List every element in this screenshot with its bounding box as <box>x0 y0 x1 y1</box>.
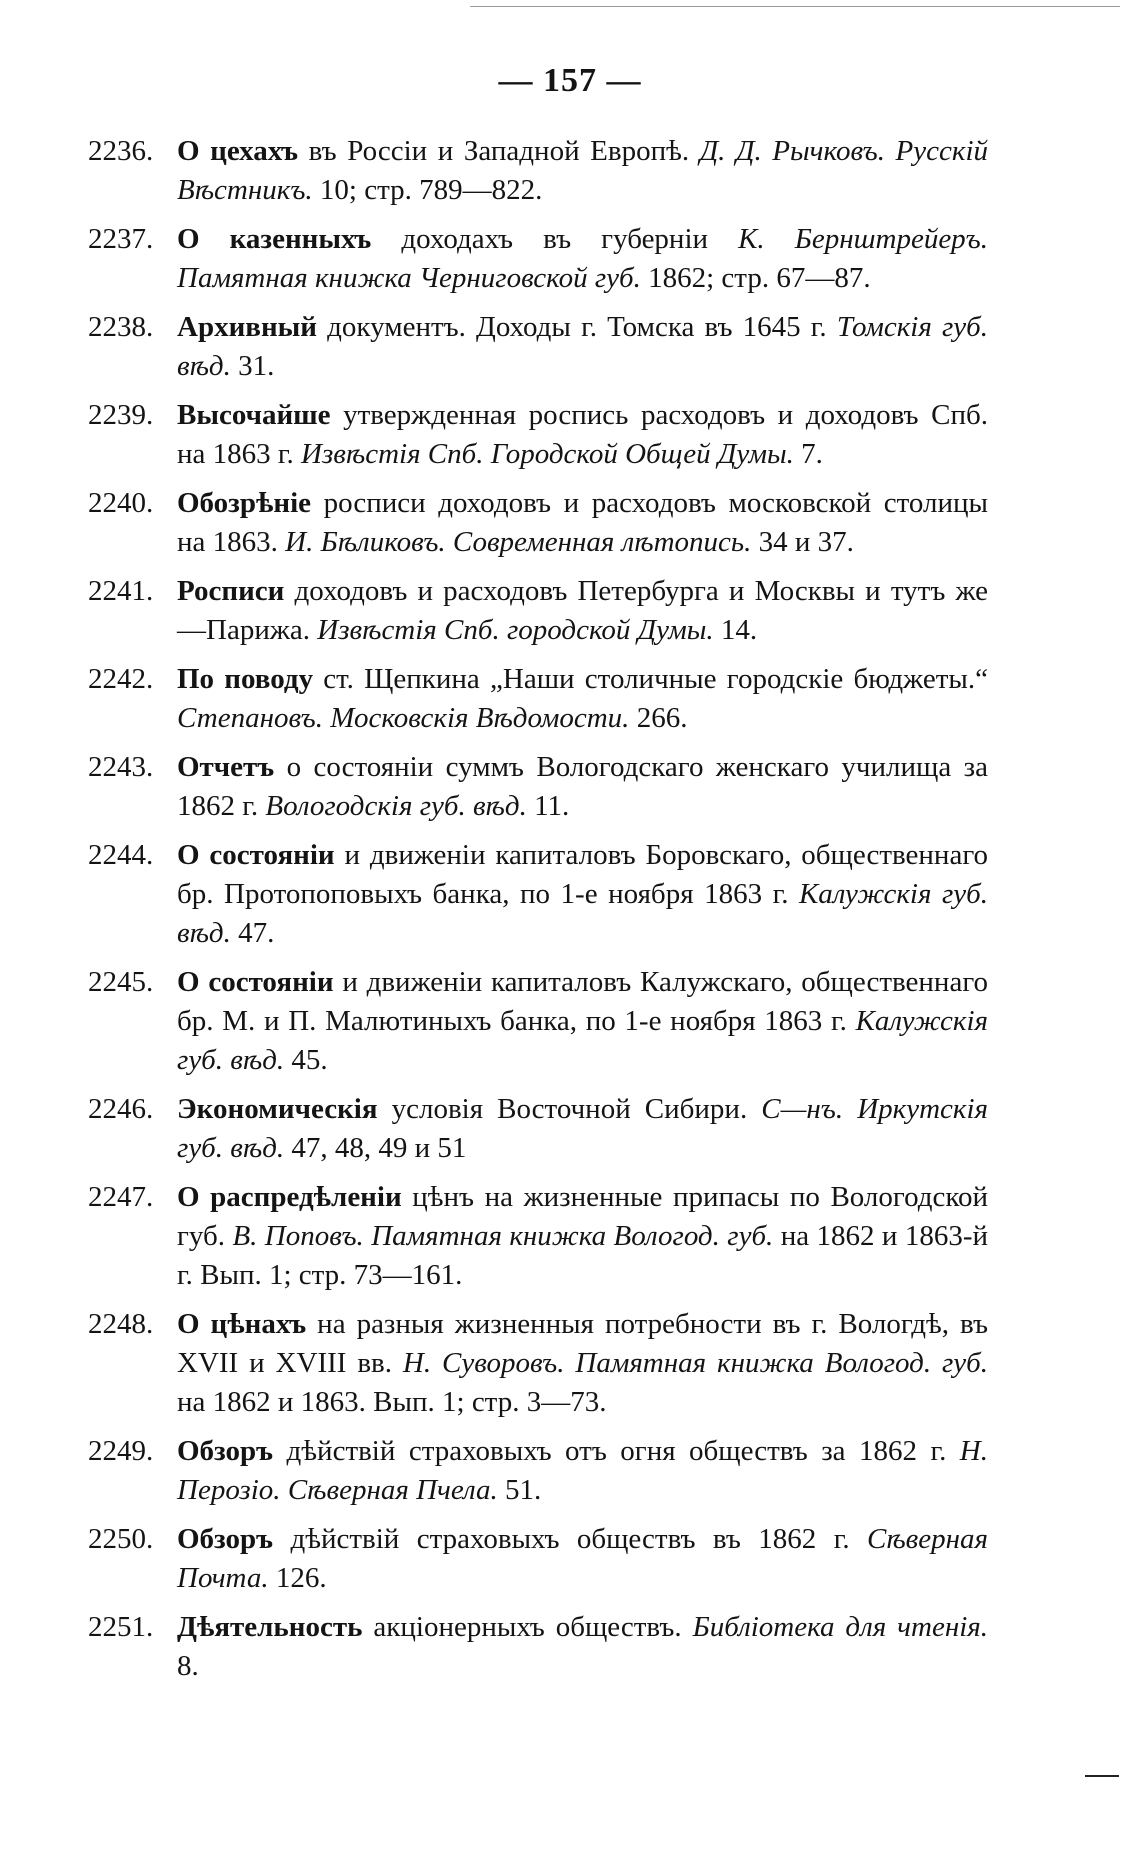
bibliography-entry <box>88 836 988 953</box>
entry-heading: Обозрѣніе <box>177 487 311 519</box>
entry-heading: Высочайше <box>177 399 331 431</box>
entry-source: Сѣверная Почта. <box>177 1523 988 1594</box>
entry-issue: 34 и 37. <box>751 526 854 558</box>
top-rule <box>470 6 1120 7</box>
entry-issue: на 1862 и 1863. Вып. 1; стр. 3—73. <box>177 1386 607 1418</box>
entry-source: Калужскія губ. вѣд. <box>177 878 988 949</box>
entry-text: доходахъ въ губерніи <box>371 223 739 255</box>
entry-source: Извѣстія Спб. Городской Общей Думы. <box>301 438 794 470</box>
bibliography-entry <box>88 1178 988 1295</box>
entry-issue: 14. <box>713 614 758 646</box>
entry-source: Библіотека для чтенія. <box>692 1611 988 1643</box>
entry-number: 2249. <box>88 1435 154 1467</box>
entry-text: акціонерныхъ обществъ. <box>362 1611 693 1643</box>
entry-issue: 10; стр. 789—822. <box>312 174 543 206</box>
entry-number: 2246. <box>88 1093 154 1125</box>
entry-source: Московскія Вѣдомости. <box>330 702 630 734</box>
entry-number: 2251. <box>88 1611 154 1643</box>
entry-heading: Отчетъ <box>177 751 275 783</box>
entry-heading: Обзоръ <box>177 1523 274 1555</box>
entry-separator <box>843 1093 857 1125</box>
entry-author: И. Бѣликовъ. <box>285 526 446 558</box>
bibliography-entry <box>88 1432 988 1510</box>
entry-number: 2241. <box>88 575 154 607</box>
entry-number: 2238. <box>88 311 154 343</box>
entry-number: 2247. <box>88 1181 154 1213</box>
entry-issue: 1862; стр. 67—87. <box>640 262 871 294</box>
entry-source: Иркутскія губ. вѣд. <box>177 1093 988 1164</box>
entry-number: 2240. <box>88 487 154 519</box>
entry-text: дѣйствій страховыхъ отъ огня обществъ за 1862 г. <box>273 1435 960 1467</box>
entry-source: Извѣстія Спб. городской Думы. <box>317 614 714 646</box>
entry-issue: 31. <box>230 350 275 382</box>
entry-source: Памятная книжка Вологод. губ. <box>371 1220 774 1252</box>
entry-text: росписи доходовъ и расходовъ московской столицы на 1863. <box>177 487 988 558</box>
entry-author: Н. Перозіо. <box>177 1435 988 1506</box>
entry-heading: О распредѣленіи <box>177 1181 402 1213</box>
entry-author: Н. Суворовъ. <box>402 1347 565 1379</box>
entry-heading: Росписи <box>177 575 285 607</box>
entry-text: утвержденная роспись расходовъ и доходовъ Спб. на 1863 г. <box>177 399 988 470</box>
bibliography-entry <box>88 748 988 826</box>
entry-text: доходовъ и расходовъ Петербурга и Москвы и тутъ же—Парижа. <box>177 575 988 646</box>
entry-separator <box>885 135 896 167</box>
bibliography-entry <box>88 308 988 386</box>
bibliography-entry <box>88 963 988 1080</box>
entry-number: 2244. <box>88 839 154 871</box>
entry-heading: Экономическія <box>177 1093 378 1125</box>
entry-text: документъ. Доходы г. Томска въ 1645 г. <box>317 311 837 343</box>
entry-author: Степановъ. <box>177 702 323 734</box>
bibliography-list <box>88 132 988 1696</box>
bibliography-entry <box>88 1608 988 1686</box>
entry-author: К. Бернштрейеръ. <box>738 223 988 255</box>
entry-text: дѣйствій страховыхъ обществъ въ 1862 г. <box>273 1523 867 1555</box>
bibliography-entry <box>88 396 988 474</box>
entry-separator <box>564 1347 575 1379</box>
entry-number: 2242. <box>88 663 154 695</box>
entry-source: Памятная книжка Черниговской губ. <box>177 262 641 294</box>
bibliography-entry <box>88 132 988 210</box>
entry-author: Д. Д. Рычковъ. <box>699 135 885 167</box>
entry-text: на разныя жизненныя потребности въ г. Вологдѣ, въ XVII и XVIII вв. <box>177 1308 988 1379</box>
entry-issue: 266. <box>629 702 688 734</box>
entry-number: 2243. <box>88 751 154 783</box>
entry-heading: О казенныхъ <box>177 223 372 255</box>
entry-source: Памятная книжка Вологод. губ. <box>575 1347 989 1379</box>
entry-issue: 47, 48, 49 и 51 <box>284 1132 467 1164</box>
entry-author: С—нъ. <box>761 1093 844 1125</box>
entry-heading: О цѣнахъ <box>177 1308 307 1340</box>
entry-issue: 11. <box>526 790 570 822</box>
entry-source: Вологодскія губ. вѣд. <box>265 790 527 822</box>
entry-text: въ Россіи и Западной Европѣ. <box>298 135 700 167</box>
entry-text: и движеніи капиталовъ Калужскаго, общественнаго бр. М. и П. Малютиныхъ банка, по 1-е ноября 1863 г. <box>177 966 988 1037</box>
bibliography-entry <box>88 484 988 562</box>
entry-number: 2250. <box>88 1523 154 1555</box>
entry-text: цѣнъ на жизненные припасы по Вологодской губ. <box>177 1181 989 1252</box>
page-number: — 157 — <box>498 62 642 99</box>
bibliography-entry <box>88 660 988 738</box>
entry-source: Калужскія губ. вѣд. <box>177 1005 988 1076</box>
entry-number: 2248. <box>88 1308 154 1340</box>
entry-source: Современная лѣтопись. <box>452 526 752 558</box>
bibliography-entry <box>88 1305 988 1422</box>
entry-text: ст. Щепкина „Наши столичные городскіе бюджеты.“ <box>313 663 988 695</box>
entry-number: 2239. <box>88 399 154 431</box>
entry-separator <box>281 1474 288 1506</box>
entry-text: и движеніи капиталовъ Боровскаго, общественнаго бр. Протопоповыхъ банка, по 1-е ноября 1863 г. <box>177 839 988 910</box>
entry-separator <box>446 526 453 558</box>
entry-number: 2237. <box>88 223 154 255</box>
entry-number: 2236. <box>88 135 154 167</box>
entry-heading: О состояніи <box>177 966 334 998</box>
bottom-dash <box>1085 1775 1119 1777</box>
entry-issue: 8. <box>177 1650 199 1682</box>
entry-heading: По поводу <box>177 663 314 695</box>
entry-heading: Обзоръ <box>177 1435 274 1467</box>
entry-heading: О состояніи <box>177 839 335 871</box>
entry-issue: 45. <box>284 1044 328 1076</box>
entry-issue: на 1862 и 1863-й г. Вып. 1; стр. 73—161. <box>177 1220 989 1291</box>
bibliography-entry <box>88 220 988 298</box>
entry-issue: 51. <box>497 1474 542 1506</box>
entry-issue: 7. <box>793 438 823 470</box>
entry-source: Русскій Вѣстникъ. <box>177 135 988 206</box>
entry-issue: 126. <box>268 1562 327 1594</box>
entry-source: Томскія губ. вѣд. <box>177 311 989 382</box>
entry-heading: Архивный <box>177 311 318 343</box>
bibliography-entry <box>88 1090 988 1168</box>
entry-author: В. Поповъ. <box>232 1220 364 1252</box>
entry-issue: 47. <box>230 917 275 949</box>
entry-heading: Дѣятельность <box>177 1611 363 1643</box>
entry-text: условія Восточной Сибири. <box>377 1093 762 1125</box>
bibliography-entry <box>88 1520 988 1598</box>
entry-heading: О цехахъ <box>177 135 299 167</box>
entry-text: о состояніи суммъ Вологодскаго женскаго училища за 1862 г. <box>177 751 988 822</box>
entry-source: Сѣверная Пчела. <box>287 1474 498 1506</box>
bibliography-entry <box>88 572 988 650</box>
entry-number: 2245. <box>88 966 154 998</box>
